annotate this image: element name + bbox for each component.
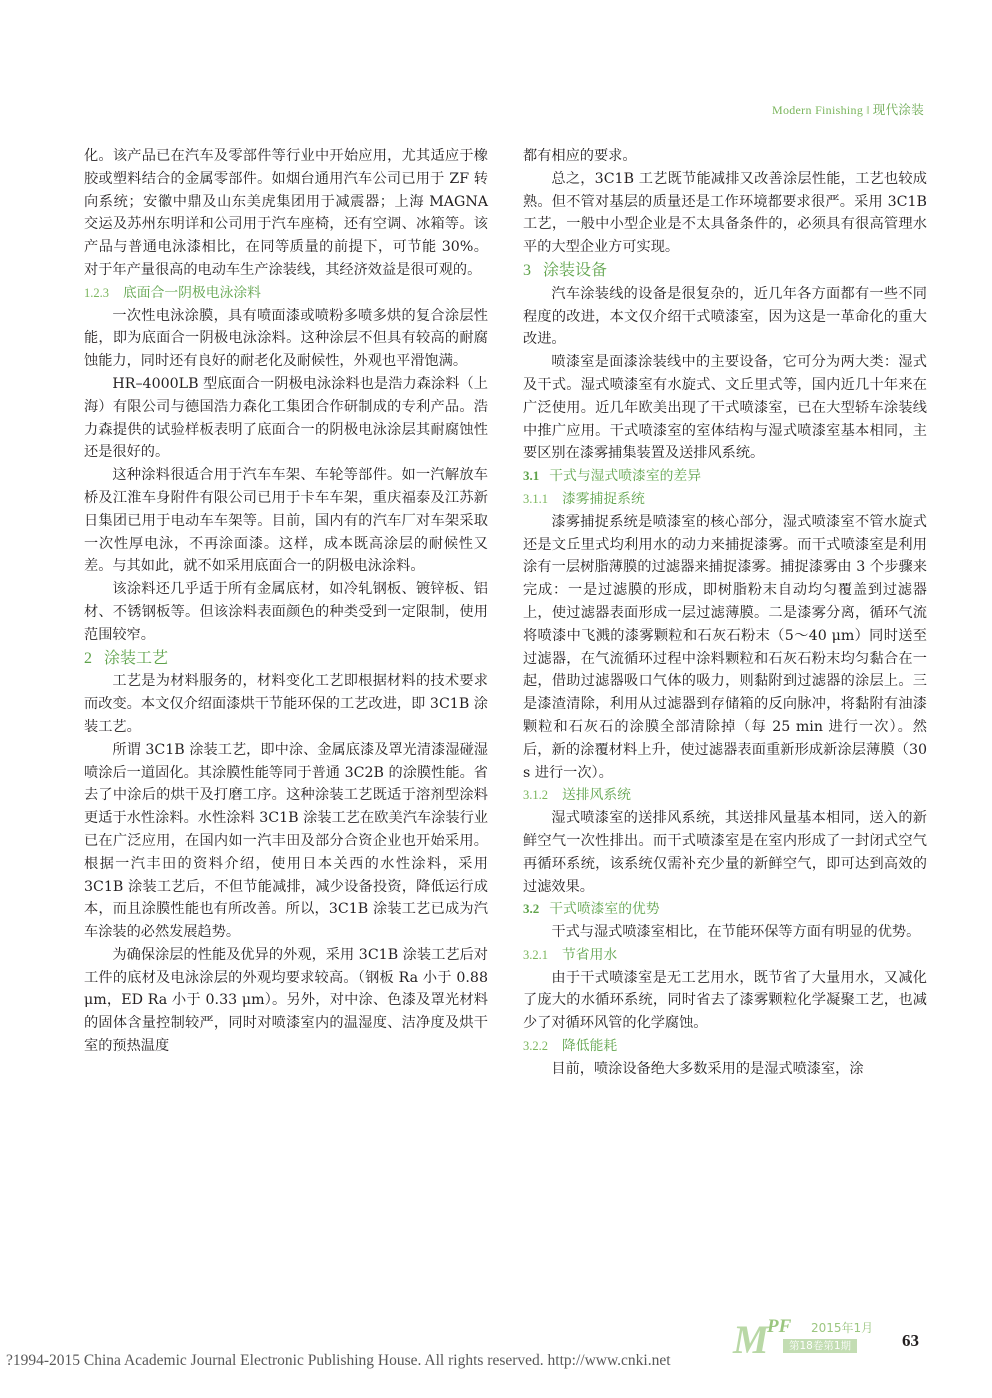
volume-issue-badge: 第18卷第1期 xyxy=(783,1339,857,1353)
section-title: 底面合一阴极电泳涂料 xyxy=(123,284,261,301)
section-number: 3.2.1 xyxy=(523,947,548,962)
paragraph: 所谓 3C1B 涂装工艺，即中涂、金属底漆及罩光清漆湿碰湿喷涂后一道固化。其涂膜性能等同于普通 3C2B 的涂膜性能。省去了中涂后的烘干及打磨工序。这种涂装工艺既适于溶剂型涂料更适于水性涂料。水性涂料 3C1B 涂装工艺在欧美汽车涂装行业已在广泛应用，在国内如一汽丰田及部分合资企业也开始采用。根据一汽丰田的资料介绍，使用日本关西的水性涂料，采用 3C1B 涂装工艺后，不但节能减排，减少设备投资，降低运行成本，而且涂膜性能也有所改善。所以，3C1B 涂装工艺已成为汽车涂装的必然发展趋势。 xyxy=(84,741,488,941)
header-separator: ‖ xyxy=(866,103,870,117)
paragraph: 喷漆室是面漆涂装线中的主要设备，它可分为两大类：湿式及干式。湿式喷漆室有水旋式、文丘里式等，国内近几十年来在广泛使用。近几年欧美出现了干式喷漆室，已在大型轿车涂装线中推广应用。干式喷漆室的室体结构与湿式喷漆室基本相同，主要区别在漆雾捕集装置及送排风系统。 xyxy=(523,354,927,462)
paragraph: 湿式喷漆室的送排风系统，其送排风量基本相同，送入的新鲜空气一次性排出。而干式喷漆室是在室内形成了一封闭式空气再循环系统，该系统仅需补充少量的新鲜空气，即可达到高效的过滤效果。 xyxy=(523,810,927,895)
paragraph: 干式与湿式喷漆室相比，在节能环保等方面有明显的优势。 xyxy=(551,924,921,941)
paragraph: 化。该产品已在汽车及零部件等行业中开始应用，尤其适应于橡胶或塑料结合的金属零部件。如烟台通用汽车公司已用于 ZF 转向系统；安徽中鼎及山东美虎集团用于减震器；上海 MAGNA 交运及苏州东明详和公司用于汽车座椅，还有空调、冰箱等。该产品与普通电泳漆相比，在同等质量的前提下，可节能 30%。对于年产量很高的电动车生产涂装线，其经济效益是很可观的。 xyxy=(84,148,488,278)
paragraph: 该涂料还几乎适于所有金属底材，如冷轧钢板、镀锌板、铝材、不锈钢板等。但该涂料表面颜色的种类受到一定限制，使用范围较窄。 xyxy=(84,581,488,643)
paragraph: 汽车涂装线的设备是很复杂的，近几年各方面都有一些不同程度的改进，本文仅介绍干式喷漆室，因为这是一革命化的重大改进。 xyxy=(523,285,927,348)
section-number: 1.2.3 xyxy=(84,285,109,300)
section-heading xyxy=(523,944,927,967)
issue-date: 2015年1月 xyxy=(811,1321,874,1335)
left-column xyxy=(84,145,488,1058)
journal-logo xyxy=(733,1318,893,1366)
paragraph: 为确保涂层的性能及优异的外观，采用 3C1B 涂装工艺后对工件的底材及电泳涂层的外观均要求较高。（钢板 Ra 小于 0.88 μm，ED Ra 小于 0.33 μm）。另外，对中涂、色漆及罩光材料的固体含量控制较严，同时对喷漆室内的温湿度、洁净度及烘干室的预热温度 xyxy=(84,946,488,1055)
logo-pf: PF xyxy=(767,1316,792,1337)
running-head xyxy=(772,100,924,118)
section-number: 3.2.2 xyxy=(523,1039,548,1054)
paragraph: 总之，3C1B 工艺既节能减排又改善涂层性能，工艺也较成熟。但不管对基层的质量还是工作环境都要求很严。采用 3C1B 工艺，一般中小型企业是不太具备条件的，必须具有很高管理水平的大型企业方可实现。 xyxy=(523,170,927,256)
paragraph: 都有相应的要求。 xyxy=(523,148,637,164)
section-heading xyxy=(523,784,927,807)
paragraph: 漆雾捕捉系统是喷漆室的核心部分，湿式喷漆室不管水旋式还是文丘里式均利用水的动力来捕捉漆雾。而干式喷漆室是利用涂有一层树脂薄膜的过滤器来捕捉漆雾。捕捉漆雾由 3 个步骤来完成：一是过滤膜的形成，即树脂粉末自动均匀覆盖到过滤器上，使过滤器表面形成一层过滤薄膜。二是漆雾分离，循环气流将喷漆中飞溅的漆雾颗粒和石灰石粉末（5～40 μm）同时送至过滤器，在气流循环过程中涂料颗粒和石灰石粉末均匀黏合在一起，借助过滤器吸口气体的吸力，则黏附到过滤器的涂层上。三是漆渣清除，利用从过滤器到存储箱的反向脉冲，将黏附有油漆颗粒和石灰石的涂膜全部清除掉（每 25 min 进行一次）。然后，新的涂覆材料上升，使过滤器表面重新形成新涂层薄膜（30 s 进行一次）。 xyxy=(523,513,927,781)
paragraph: 目前，喷涂设备绝大多数采用的是湿式喷漆室，涂 xyxy=(551,1060,864,1077)
page-number: 63 xyxy=(902,1331,919,1350)
paragraph: 由于干式喷漆室是无工艺用水，既节省了大量用水，又减化了庞大的水循环系统，同时省去了漆雾颗粒化学凝聚工艺，也减少了对循环风管的化学腐蚀。 xyxy=(523,969,927,1032)
section-number: 3.1.2 xyxy=(523,788,548,803)
top-bar xyxy=(0,0,992,30)
section-title: 降低能耗 xyxy=(562,1038,618,1055)
paragraph: 这种涂料很适合用于汽车车架、车轮等部件。如一汽解放车桥及江淮车身附件有限公司已用于卡车车架，重庆福泰及江苏新日集团已用于电动车车架等。目前，国内有的汽车厂对车架采取一次性厚电泳，不再涂面漆。这样，成本既高涂层的耐候性又差。与其如此，就不如采用底面合一的阴极电泳涂料。 xyxy=(84,467,488,575)
journal-name-cn: 现代涂装 xyxy=(872,102,924,117)
paragraph: HR–4000LB 型底面合一阴极电泳涂料也是浩力森涂料（上海）有限公司与德国浩力森化工集团合作研制成的专利产品。浩力森提供的试验样板表明了底面合一的阴极电泳涂层其耐腐蚀性还是很好的。 xyxy=(84,375,488,461)
logo-m: M xyxy=(733,1317,769,1362)
right-column xyxy=(523,145,927,1081)
section-heading xyxy=(84,647,488,671)
paragraph: 工艺是为材料服务的，材料变化工艺即根据材料的技术要求而改变。本文仅介绍面漆烘干节能环保的工艺改进，即 3C1B 涂装工艺。 xyxy=(84,673,488,735)
section-title: 涂装设备 xyxy=(543,259,608,279)
section-title: 涂装工艺 xyxy=(104,647,169,667)
journal-name-en: Modern Finishing xyxy=(771,103,864,117)
section-title: 送排风系统 xyxy=(562,787,631,804)
section-number: 3.1 xyxy=(523,468,540,484)
section-number: 3.2 xyxy=(523,901,540,917)
section-heading xyxy=(523,259,927,283)
copyright-notice: ?1994-2015 China Academic Journal Electronic Publishing House. All rights reserved. http://www.cnki.net xyxy=(6,1352,671,1369)
section-title: 干式与湿式喷漆室的差异 xyxy=(549,468,702,485)
section-title: 节省用水 xyxy=(562,946,618,963)
section-title: 漆雾捕捉系统 xyxy=(562,490,645,507)
section-number: 3 xyxy=(523,261,531,279)
section-heading xyxy=(523,465,927,488)
section-title: 干式喷漆室的优势 xyxy=(549,901,660,918)
section-number: 2 xyxy=(84,649,92,667)
section-number: 3.1.1 xyxy=(523,491,548,506)
section-heading xyxy=(84,282,488,305)
paragraph: 一次性电泳涂膜，具有喷面漆或喷粉多喷多烘的复合涂层性能，即为底面合一阴极电泳涂料。这种涂层不但具有较高的耐腐蚀能力，同时还有良好的耐老化及耐候性，外观也平滑饱满。 xyxy=(84,307,488,370)
section-heading xyxy=(523,898,927,921)
section-heading xyxy=(523,1035,927,1058)
section-heading xyxy=(523,488,927,511)
